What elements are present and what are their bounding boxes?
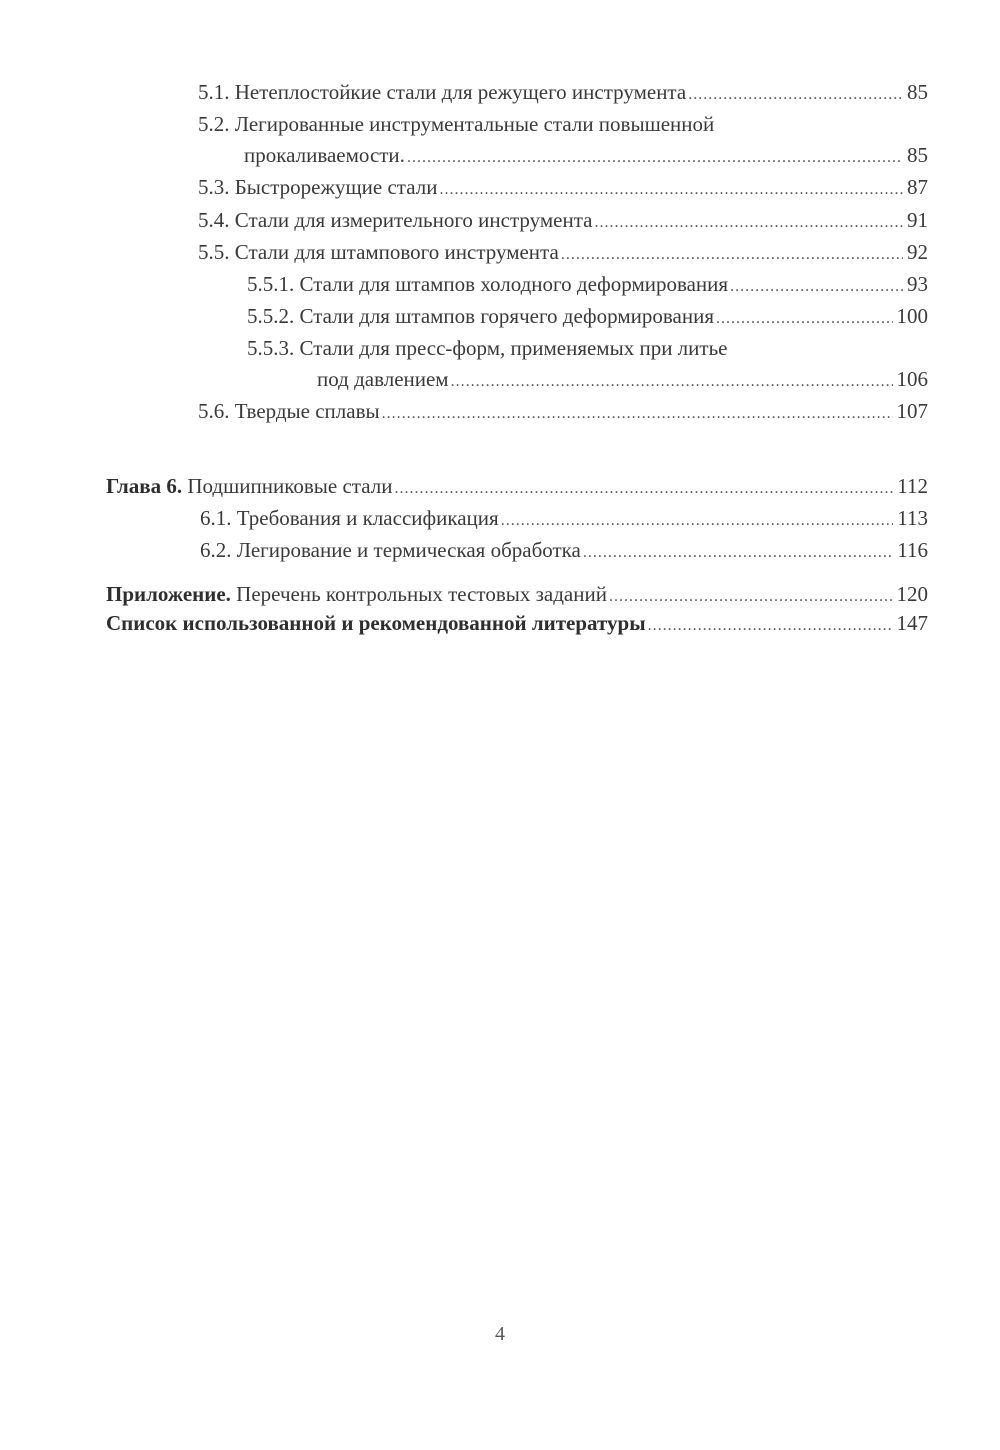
dot-leader xyxy=(716,305,893,333)
dot-leader xyxy=(583,539,893,567)
toc-entry-5-2-line1: 5.2. Легированные инструментальные стали повышенной xyxy=(198,112,715,136)
dot-leader xyxy=(501,507,894,535)
toc-entry-page: 147 xyxy=(896,611,928,635)
toc-entry-page: 107 xyxy=(896,399,928,423)
toc-entry-chapter-6 xyxy=(106,472,928,503)
toc-entry-page: 120 xyxy=(896,582,928,606)
toc-entry-label: 5.5.1. Стали для штампов холодного деформирования xyxy=(247,272,729,296)
toc-entry-label: 5.1. Нетеплостойкие стали для режущего инструмента xyxy=(198,80,687,104)
dot-leader xyxy=(594,209,903,237)
dot-leader xyxy=(609,583,893,611)
dot-leader xyxy=(394,475,893,503)
toc-entry-page: 106 xyxy=(896,367,928,391)
toc-entry-6-1 xyxy=(200,504,928,535)
toc-entry-6-2 xyxy=(200,536,928,567)
appendix-title: Перечень контрольных тестовых заданий xyxy=(236,582,607,606)
dot-leader xyxy=(648,612,893,640)
toc-entry-label: 5.6. Твердые сплавы xyxy=(198,399,380,423)
dot-leader xyxy=(439,176,903,204)
chapter-prefix: Глава 6. xyxy=(106,474,183,498)
toc-entry-page: 116 xyxy=(897,538,928,562)
toc-entry-5-5-3-line1: 5.5.3. Стали для пресс-форм, применяемых при литье xyxy=(247,336,728,360)
toc-entry-5-5-1 xyxy=(247,270,928,301)
dot-leader xyxy=(561,241,903,269)
toc-entry-appendix xyxy=(106,580,928,611)
toc-entry-page: 85 xyxy=(907,80,928,104)
toc-entry-5-5-3 xyxy=(317,365,928,396)
toc-entry-page: 93 xyxy=(907,272,928,296)
toc-entry-label: прокаливаемости. xyxy=(244,143,405,167)
toc-entry-5-5 xyxy=(198,238,928,269)
toc-entry-label: 6.2. Легирование и термическая обработка xyxy=(200,538,581,562)
toc-entry-page: 87 xyxy=(907,175,928,199)
toc-entry-page: 91 xyxy=(907,208,928,232)
dot-leader xyxy=(688,81,903,109)
toc-entry-page: 113 xyxy=(897,506,928,530)
toc-entry-label: Список использованной и рекомендованной литературы xyxy=(106,611,646,635)
toc-entry-5-2 xyxy=(244,141,928,172)
toc-entry-page: 92 xyxy=(907,240,928,264)
dot-leader xyxy=(407,144,903,172)
toc-entry-references xyxy=(106,609,928,640)
toc-entry-label: 5.3. Быстрорежущие стали xyxy=(198,175,438,199)
toc-entry-label: 5.4. Стали для измерительного инструмента xyxy=(198,208,593,232)
dot-leader xyxy=(451,368,893,396)
toc-entry-label: 5.5. Стали для штампового инструмента xyxy=(198,240,559,264)
toc-entry-page: 100 xyxy=(896,304,928,328)
toc-entry-label: 6.1. Требования и классификация xyxy=(200,506,499,530)
toc-entry-page: 112 xyxy=(897,474,928,498)
dot-leader xyxy=(730,273,903,301)
toc-entry-label xyxy=(106,472,392,500)
page-number: 4 xyxy=(495,1323,505,1345)
toc-entry-page: 85 xyxy=(907,143,928,167)
toc-entry-label: 5.5.2. Стали для штампов горячего деформирования xyxy=(247,304,714,328)
toc-entry-5-1 xyxy=(198,78,928,109)
toc-entry-5-6 xyxy=(198,397,928,428)
appendix-prefix: Приложение. xyxy=(106,582,231,606)
toc-entry-5-4 xyxy=(198,206,928,237)
dot-leader xyxy=(382,400,893,428)
toc-entry-label: под давлением xyxy=(317,367,449,391)
toc-entry-5-3 xyxy=(198,173,928,204)
table-of-contents xyxy=(0,0,1000,700)
chapter-title: Подшипниковые стали xyxy=(187,474,393,498)
toc-entry-5-5-2 xyxy=(247,302,928,333)
toc-entry-label xyxy=(106,580,607,608)
